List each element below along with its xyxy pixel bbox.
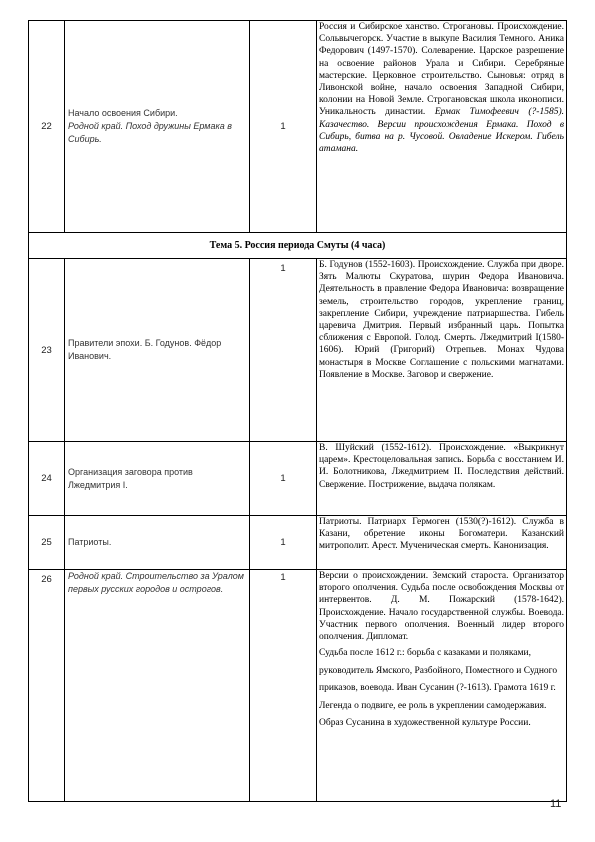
table-row	[29, 21, 567, 233]
section-row	[29, 233, 567, 259]
table-row	[29, 442, 567, 516]
lesson-hours: 1	[250, 570, 317, 802]
lesson-content-italic: Ермак Тимофеевич (?-1585). Казачество. Версии происхождения Ермака. Поход в Сибирь, битва на р. Чусовой. Овладение Искером. Гибель атамана.	[319, 107, 564, 155]
table-row	[29, 259, 567, 442]
lesson-topic: Правители эпохи. Б. Годунов. Фёдор Иванович.	[68, 338, 222, 361]
lesson-content: В. Шуйский (1552-1612). Происхождение. «Выкрикнут царем». Крестоцеловальная запись. Борьба с восстанием И. И. Болотникова, Лжедмитрием II. Последствия действий. Свержение. Пострижение, выдача полякам.	[319, 443, 564, 490]
lesson-content: Россия и Сибирское ханство. Строгановы. Происхождение. Сольвычегорск. Участие в выкупе Василия Темного. Аника Федорович (1497-1570). Солеварение. Царское разрешение на освоение районов Урала и Сибири. Серебряные мастерские. Церковное строительство. Сыновья: отряд в Ливонской войне, начало освоения Западной Сибири, колонии на Новой Земле. Строгановская школа иконописи. Уникальность династии.	[319, 22, 564, 118]
lesson-number: 24	[29, 442, 65, 516]
section-title: Тема 5. Россия периода Смуты (4 часа)	[29, 233, 567, 259]
lesson-topic: Организация заговора против Лжедмитрия I.	[68, 466, 193, 490]
lesson-number: 25	[29, 516, 65, 570]
lesson-topic-italic: Родной край. Поход дружины Ермака в Сибирь.	[68, 121, 232, 144]
lesson-hours: 1	[250, 21, 317, 233]
lesson-topic-cell	[65, 442, 250, 516]
lesson-topic-cell	[65, 259, 250, 442]
lesson-topic: Начало освоения Сибири.	[68, 108, 178, 118]
table-row	[29, 516, 567, 570]
lesson-hours: 1	[250, 516, 317, 570]
lesson-content-clip	[319, 259, 564, 440]
lesson-number: 22	[29, 21, 65, 233]
lesson-content-loose: Судьба после 1612 г.: борьба с казаками и поляками, руководитель Ямского, Разбойного, Поместного и Судного приказов, воевода. Иван Сусанин (?-1613). Грамота 1619 г. Легенда о подвиге, ее роль в укреплении самодержавия. Образ Сусанина в художественной культуре России.	[319, 648, 558, 729]
lesson-content: Б. Годунов (1552-1603). Происхождение. Служба при дворе. Зять Малюты Скуратова, шурин Федора Ивановича. Деятельность в правление Федора Ивановича: возвращение земель, строительство городов, укрепление границ, закрепление Сибири, учреждение патриаршества. Гибель царевича Дмитрия. Первый избранный царь. Попытка сближения с Европой. Голод. Смерть. Лжедмитрий I(1580-1606). Юрий (Григорий) Отрепьев. Монах Чудова монастыря в Москве Соглашение с польскими магнатами. Появление в Москве. Заговор и свержение.	[319, 260, 564, 380]
lesson-content-cell	[317, 516, 567, 570]
lesson-content-cell	[317, 570, 567, 802]
lesson-content-cell	[317, 259, 567, 442]
lesson-content: Патриоты. Патриарх Гермоген (1530(?)-1612). Служба в Казани, обретение иконы Богоматери. Казанский митрополит. Арест. Мученическая смерть. Канонизация.	[319, 517, 564, 552]
lesson-content-cell	[317, 21, 567, 233]
lesson-topic-cell	[65, 570, 250, 802]
table-row	[29, 570, 567, 802]
lesson-number: 26	[29, 570, 65, 802]
page-number: 11	[550, 798, 562, 810]
lesson-content: Версии о происхождении. Земский староста. Организатор второго ополчения. Судьба после освобождения Москвы от интервентов. Д. М. Пожарский (1578-1642). Происхождение. Начало государственной службы. Воевода. Участник первого ополчения. Военный лидер второго ополчения. Дипломат.	[319, 571, 564, 643]
lesson-hours-value: 1	[280, 263, 286, 274]
lesson-hours: 1	[250, 442, 317, 516]
lesson-topic-cell	[65, 21, 250, 233]
lesson-topic-italic: Родной край. Строительство за Уралом первых русских городов и острогов.	[68, 571, 244, 594]
curriculum-table	[28, 20, 567, 802]
lesson-hours	[250, 259, 317, 442]
lesson-number: 23	[29, 259, 65, 442]
lesson-content-cell	[317, 442, 567, 516]
lesson-topic-cell	[65, 516, 250, 570]
lesson-topic: Патриоты.	[68, 537, 112, 547]
